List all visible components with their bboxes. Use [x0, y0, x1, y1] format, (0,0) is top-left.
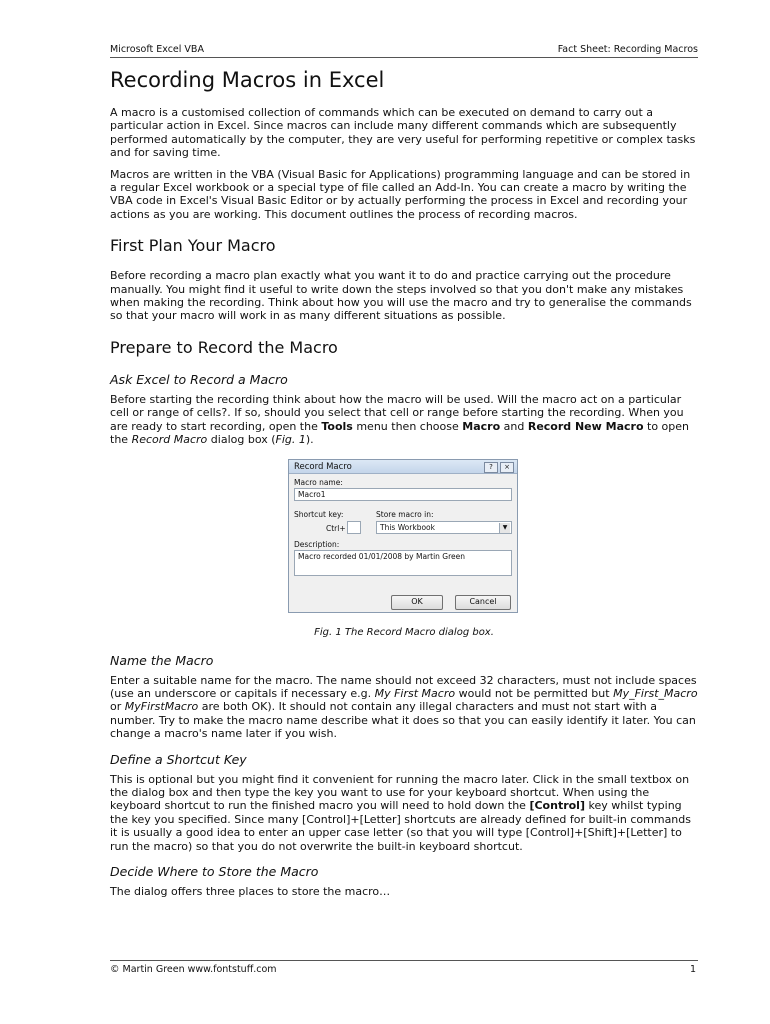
description-input[interactable]: Macro recorded 01/01/2008 by Martin Green	[294, 550, 512, 576]
store-macro-label: Store macro in:	[376, 509, 434, 519]
page-number: 1	[689, 964, 696, 975]
store-macro-select[interactable]	[376, 521, 512, 534]
intro-paragraph-1: A macro is a customised collection of commands which can be executed on demand to carry out a particular action in Excel. Since macros can include many different commands which are subsequently performed automatically by the computer, they are very useful for performing repetitive or complex tasks and for saving time.	[110, 106, 696, 160]
figure-1	[110, 459, 698, 617]
page-header	[110, 44, 698, 55]
document-body	[110, 66, 698, 906]
name-heading: Name the Macro	[110, 652, 214, 668]
header-left: Microsoft Excel VBA	[110, 44, 204, 55]
page-footer	[110, 964, 698, 975]
dialog-window-buttons	[484, 462, 514, 473]
dialog-title: Record Macro	[289, 460, 517, 474]
store-heading: Decide Where to Store the Macro	[110, 863, 319, 879]
shortcut-key-label: Shortcut key:	[294, 509, 344, 519]
macro-name-input[interactable]: Macro1	[294, 488, 512, 501]
header-divider	[110, 57, 698, 58]
shortcut-paragraph: This is optional but you might find it convenient for running the macro later. Click in the small textbox on the dialog box and then type the key you want to use for your keyboard shortcut. When using the keyboard shortcut to run the finished macro you will need to hold down the [Control] key whilst typing the key you specified. Since many [Control]+[Letter] shortcuts are already defined for built-in commands it is usually a good idea to enter an upper case letter (so that you will type [Control]+[Shift]+[Letter] to run the macro) so that you do not overwrite the built-in keyboard shortcut.	[110, 772, 691, 853]
macro-name-label: Macro name:	[294, 477, 343, 487]
footer-copyright: © Martin Green www.fontstuff.com	[110, 964, 277, 975]
page-title: Recording Macros in Excel	[110, 68, 385, 92]
ask-paragraph: Before starting the recording think about how the macro will be used. Will the macro act on a particular cell or range of cells?. If so, should you select that cell or range before starting the recording. When you are ready to start recording, open the Tools menu then choose Macro and Record New Macro to open the Record Macro dialog box (Fig. 1).	[110, 392, 690, 447]
ctrl-label: Ctrl+	[326, 523, 346, 533]
plan-heading: First Plan Your Macro	[110, 236, 276, 256]
plan-paragraph: Before recording a macro plan exactly what you want it to do and practice carrying out the procedure manually. You might find it useful to write down the steps involved so that you don't make any mistakes when making the recording. Think about how you will use the macro and try to generalise the commands so that your macro will work in as many different situations as possible.	[110, 269, 692, 323]
ask-heading: Ask Excel to Record a Macro	[110, 371, 288, 387]
figure-caption: Fig. 1 The Record Macro dialog box.	[314, 626, 494, 638]
cancel-button[interactable]: Cancel	[455, 595, 511, 610]
shortcut-key-input[interactable]	[347, 521, 361, 534]
prepare-heading: Prepare to Record the Macro	[110, 337, 338, 357]
intro-paragraph-2: Macros are written in the VBA (Visual Basic for Applications) programming language and can be stored in a regular Excel workbook or a special type of file called an Add-In. You can create a macro by writing the VBA code in Excel's Visual Basic Editor or by actually performing the process in Excel and recording your actions as you are working. This document outlines the process of recording macros.	[110, 167, 691, 221]
header-right: Fact Sheet: Recording Macros	[557, 44, 698, 55]
footer-divider	[110, 960, 698, 961]
close-icon[interactable]: ×	[500, 462, 514, 473]
description-label: Description:	[294, 539, 340, 549]
store-macro-value: This Workbook	[380, 522, 435, 532]
record-macro-dialog	[288, 459, 518, 613]
ok-button[interactable]: OK	[391, 595, 443, 610]
store-paragraph: The dialog offers three places to store the macro…	[110, 884, 391, 898]
chevron-down-icon[interactable]: ▼	[499, 523, 510, 533]
help-button[interactable]: ?	[484, 462, 498, 473]
name-paragraph: Enter a suitable name for the macro. The name should not exceed 32 characters, must not include spaces (use an underscore or capitals if necessary e.g. My First Macro would not be permitted but My_First_Macro or MyFirstMacro are both OK). It should not contain any illegal characters and must not start with a number. Try to make the macro name describe what it does so that you can easily identify it later. You can change a macro's name later if you wish.	[110, 673, 698, 741]
shortcut-heading: Define a Shortcut Key	[110, 751, 247, 767]
